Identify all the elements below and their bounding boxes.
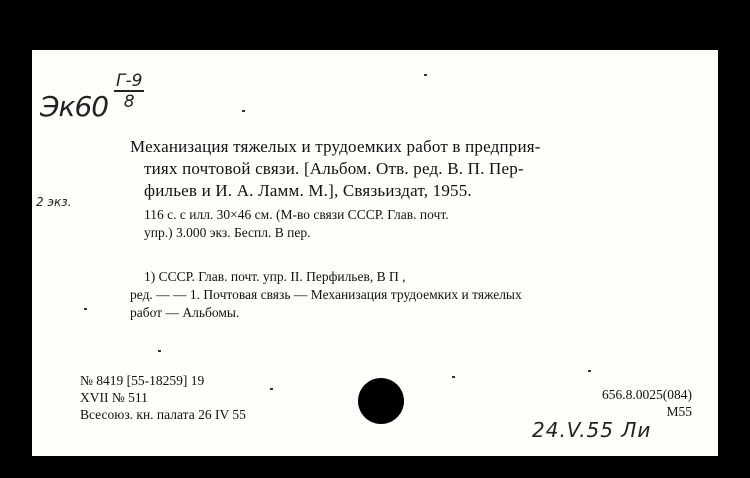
punch-hole (358, 378, 404, 424)
tracings-block (130, 268, 690, 322)
tracing-line: ред. — — 1. Почтовая связь — Механизация трудоемких и тяжелых (130, 287, 522, 302)
classification-block (532, 386, 692, 420)
handwritten-signature: 24.V.55 Ли (532, 418, 652, 442)
speck (242, 110, 245, 112)
handwritten-shelf-fraction (114, 72, 144, 112)
card-number-line: № 8419 [55-18259] 19 (80, 373, 205, 388)
shelf-numerator: Г-9 (116, 71, 143, 91)
handwritten-shelf-mark: Эк60 (40, 90, 109, 123)
handwritten-copies-note: 2 экз. (36, 195, 72, 209)
collation-block (130, 206, 690, 242)
card-number-line: XVII № 511 (80, 390, 148, 405)
tracing-line: 1) СССР. Глав. почт. упр. II. Перфильев, В П , (144, 269, 406, 284)
title-line: Механизация тяжелых и трудоемких работ в предприя- (130, 137, 541, 156)
title-line: тиях почтовой связи. [Альбом. Отв. ред. В. П. Пер- (144, 159, 524, 178)
speck (158, 350, 161, 352)
card-number-line: Всесоюз. кн. палата 26 IV 55 (80, 407, 246, 422)
speck (270, 388, 273, 390)
card-numbers-block (80, 372, 246, 423)
udc-code: 656.8.0025(084) (602, 387, 692, 402)
speck (588, 370, 591, 372)
tracing-line: работ — Альбомы. (130, 305, 240, 320)
speck (424, 74, 427, 76)
catalog-card (32, 50, 718, 456)
shelf-denominator: 8 (123, 92, 135, 112)
collation-line: 116 с. с илл. 30×46 см. (М-во связи СССР. Глав. почт. (144, 207, 449, 222)
collation-line: упр.) 3.000 экз. Беспл. В пер. (144, 225, 311, 240)
speck (84, 308, 87, 310)
title-line: фильев и И. А. Ламм. М.], Связьиздат, 1955. (144, 181, 472, 200)
author-mark: М55 (666, 404, 692, 419)
speck (452, 376, 455, 378)
title-block (130, 136, 690, 202)
